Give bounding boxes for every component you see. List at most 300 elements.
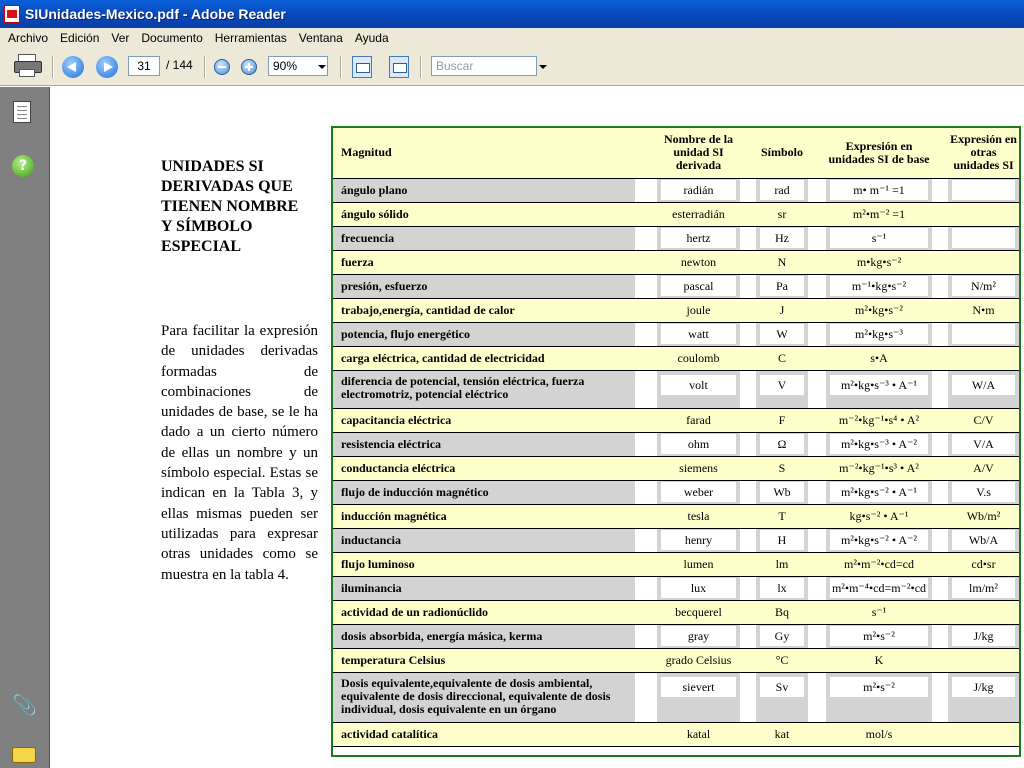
cell-otras xyxy=(952,252,1015,272)
cell-otras-container xyxy=(948,274,1019,298)
cell-base-container xyxy=(826,370,932,408)
cell-simbolo-container xyxy=(756,202,808,226)
cell-spacer xyxy=(932,346,948,370)
cell-base-container xyxy=(826,552,932,576)
table-row xyxy=(333,600,1019,624)
cell-nombre-container xyxy=(657,274,740,298)
cell-base-container xyxy=(826,298,932,322)
cell-spacer xyxy=(808,528,826,552)
cell-spacer xyxy=(740,432,756,456)
cell-spacer xyxy=(635,346,657,370)
cell-base: m²•s⁻² xyxy=(830,626,928,646)
cell-nombre: tesla xyxy=(661,506,736,526)
cell-spacer xyxy=(808,576,826,600)
cell-nombre-container xyxy=(657,322,740,346)
cell-base: m²•kg•s⁻² • A⁻¹ xyxy=(830,482,928,502)
table-row xyxy=(333,226,1019,250)
cell-base-container xyxy=(826,648,932,672)
cell-spacer xyxy=(635,624,657,648)
toolbar-separator xyxy=(204,56,206,78)
cell-nombre: weber xyxy=(661,482,736,502)
cell-spacer xyxy=(635,274,657,298)
cell-magnitud: frecuencia xyxy=(333,226,635,250)
header-base: Expresión en unidades SI de base xyxy=(826,128,932,178)
cell-base-container xyxy=(826,624,932,648)
cell-base-container xyxy=(826,576,932,600)
cell-spacer xyxy=(932,576,948,600)
cell-spacer xyxy=(635,226,657,250)
cell-simbolo: V xyxy=(760,375,804,395)
cell-nombre: sievert xyxy=(661,677,736,697)
cell-otras: J/kg xyxy=(952,677,1015,697)
cell-spacer xyxy=(808,226,826,250)
cell-spacer xyxy=(635,576,657,600)
cell-base: m²•kg•s⁻² xyxy=(830,300,928,320)
cell-simbolo-container xyxy=(756,346,808,370)
table-row xyxy=(333,504,1019,528)
cell-base: m²•m⁻²•cd=cd xyxy=(830,554,928,574)
cell-simbolo-container xyxy=(756,722,808,746)
cell-nombre: siemens xyxy=(661,458,736,478)
cell-base: s•A xyxy=(830,348,928,368)
table-row xyxy=(333,202,1019,226)
cell-spacer xyxy=(808,322,826,346)
cell-base-container xyxy=(826,346,932,370)
body-paragraph: Para facilitar la expresión de unidades derivadas formadas de combinaciones de unidades de base, se le ha dado a un cierto número de ellas un nombre y un símbolo especial. Estas se indican en la Tabla 3, y ellas mismas pueden ser utilizadas para expresar otras unidades como se muestra en la tabla 4. xyxy=(161,323,318,583)
cell-magnitud: carga eléctrica, cantidad de electricidad xyxy=(333,346,635,370)
cell-nombre: ohm xyxy=(661,434,736,454)
cell-spacer xyxy=(932,202,948,226)
cell-spacer xyxy=(635,178,657,202)
fit-width-icon[interactable] xyxy=(352,56,372,78)
toolbar-separator xyxy=(52,56,54,78)
cell-simbolo-container xyxy=(756,432,808,456)
table-row xyxy=(333,408,1019,432)
cell-otras-container xyxy=(948,456,1019,480)
table-row xyxy=(333,370,1019,408)
cell-base-container xyxy=(826,408,932,432)
cell-spacer xyxy=(808,298,826,322)
cell-spacer xyxy=(932,528,948,552)
cell-base: m²•kg•s⁻³ • A⁻² xyxy=(830,434,928,454)
cell-spacer xyxy=(808,456,826,480)
table-row xyxy=(333,456,1019,480)
cell-spacer xyxy=(932,552,948,576)
toolbar-separator xyxy=(420,56,422,78)
cell-nombre-container xyxy=(657,552,740,576)
cell-spacer xyxy=(740,600,756,624)
cell-nombre-container xyxy=(657,226,740,250)
cell-nombre-container xyxy=(657,722,740,746)
cell-simbolo-container xyxy=(756,456,808,480)
cell-base-container xyxy=(826,178,932,202)
cell-otras: J/kg xyxy=(952,626,1015,646)
cell-magnitud: capacitancia eléctrica xyxy=(333,408,635,432)
cell-spacer xyxy=(740,648,756,672)
table-row xyxy=(333,432,1019,456)
window-title: SIUnidades-Mexico.pdf - Adobe Reader xyxy=(25,6,286,22)
cell-otras-container xyxy=(948,576,1019,600)
cell-nombre: lux xyxy=(661,578,736,598)
cell-spacer xyxy=(808,480,826,504)
cell-spacer xyxy=(932,480,948,504)
cell-spacer xyxy=(740,672,756,722)
cell-otras-container xyxy=(948,504,1019,528)
cell-spacer xyxy=(740,346,756,370)
cell-spacer xyxy=(932,250,948,274)
cell-simbolo: Sv xyxy=(760,677,804,697)
cell-simbolo-container xyxy=(756,624,808,648)
cell-otras-container xyxy=(948,202,1019,226)
cell-simbolo: C xyxy=(760,348,804,368)
cell-simbolo: lm xyxy=(760,554,804,574)
cell-spacer xyxy=(635,672,657,722)
cell-simbolo: lx xyxy=(760,578,804,598)
cell-spacer xyxy=(932,322,948,346)
cell-spacer xyxy=(808,274,826,298)
zoom-in-icon[interactable] xyxy=(241,59,257,75)
zoom-dropdown-icon[interactable] xyxy=(318,65,326,69)
cell-base: kg•s⁻² • A⁻¹ xyxy=(830,506,928,526)
cell-spacer xyxy=(932,624,948,648)
menu-ver[interactable]: Ver xyxy=(111,31,130,45)
cell-spacer xyxy=(740,528,756,552)
table-row xyxy=(333,648,1019,672)
cell-nombre-container xyxy=(657,576,740,600)
cell-spacer xyxy=(740,298,756,322)
cell-base: m⁻²•kg⁻¹•s³ • A² xyxy=(830,458,928,478)
cell-base-container xyxy=(826,600,932,624)
cell-otras: Wb/A xyxy=(952,530,1015,550)
cell-spacer xyxy=(932,600,948,624)
cell-nombre: farad xyxy=(661,410,736,430)
cell-nombre-container xyxy=(657,202,740,226)
cell-magnitud: ángulo sólido xyxy=(333,202,635,226)
print-icon[interactable] xyxy=(14,54,42,78)
cell-magnitud: flujo luminoso xyxy=(333,552,635,576)
cell-spacer xyxy=(740,624,756,648)
table-row xyxy=(333,722,1019,746)
cell-spacer xyxy=(932,298,948,322)
cell-simbolo-container xyxy=(756,552,808,576)
cell-spacer xyxy=(808,504,826,528)
cell-magnitud: diferencia de potencial, tensión eléctrica, fuerza electromotriz, potencial eléctrico xyxy=(333,370,635,408)
cell-otras-container xyxy=(948,600,1019,624)
search-input[interactable]: Buscar xyxy=(431,56,537,76)
cell-otras-container xyxy=(948,298,1019,322)
search-dropdown-icon[interactable] xyxy=(539,65,547,69)
cell-base-container xyxy=(826,722,932,746)
cell-otras: lm/m² xyxy=(952,578,1015,598)
comments-icon[interactable] xyxy=(12,747,36,763)
cell-magnitud: Dosis equivalente,equivalente de dosis ambiental, equivalente de dosis direccional, equivalente de dosis individual, dosis equivalente en un órgano xyxy=(333,672,635,722)
cell-nombre: watt xyxy=(661,324,736,344)
cell-simbolo-container xyxy=(756,408,808,432)
cell-spacer xyxy=(808,370,826,408)
cell-spacer xyxy=(740,456,756,480)
cell-nombre: esterradián xyxy=(661,204,736,224)
cell-otras xyxy=(952,724,1015,744)
cell-nombre: hertz xyxy=(661,228,736,248)
cell-simbolo: °C xyxy=(760,650,804,670)
cell-otras-container xyxy=(948,648,1019,672)
zoom-out-icon[interactable] xyxy=(214,59,230,75)
cell-spacer xyxy=(635,456,657,480)
cell-spacer xyxy=(932,648,948,672)
cell-nombre-container xyxy=(657,504,740,528)
cell-simbolo: Gy xyxy=(760,626,804,646)
cell-simbolo: sr xyxy=(760,204,804,224)
cell-simbolo-container xyxy=(756,600,808,624)
cell-spacer xyxy=(635,298,657,322)
cell-spacer xyxy=(808,672,826,722)
cell-spacer xyxy=(808,178,826,202)
cell-base-container xyxy=(826,250,932,274)
cell-simbolo-container xyxy=(756,672,808,722)
cell-nombre: becquerel xyxy=(661,602,736,622)
cell-nombre: coulomb xyxy=(661,348,736,368)
cell-base: mol/s xyxy=(830,724,928,744)
table-row xyxy=(333,576,1019,600)
cell-base-container xyxy=(826,504,932,528)
cell-magnitud: potencia, flujo energético xyxy=(333,322,635,346)
cell-spacer xyxy=(740,370,756,408)
table-row xyxy=(333,298,1019,322)
page-number-input[interactable]: 31 xyxy=(128,56,160,76)
cell-spacer xyxy=(635,408,657,432)
fit-page-icon[interactable] xyxy=(389,56,409,78)
cell-otras xyxy=(952,348,1015,368)
cell-nombre: radián xyxy=(661,180,736,200)
cell-otras-container xyxy=(948,250,1019,274)
cell-base: m²•m⁻² =1 xyxy=(830,204,928,224)
cell-nombre: gray xyxy=(661,626,736,646)
cell-base: m⁻²•kg⁻¹•s⁴ • A² xyxy=(830,410,928,430)
table-row xyxy=(333,528,1019,552)
menu-documento[interactable]: Documento xyxy=(141,31,203,45)
cell-otras-container xyxy=(948,672,1019,722)
cell-spacer xyxy=(635,250,657,274)
next-page-icon[interactable] xyxy=(96,56,118,78)
cell-base-container xyxy=(826,432,932,456)
cell-otras xyxy=(952,650,1015,670)
help-icon[interactable]: ? xyxy=(12,155,34,177)
cell-simbolo: rad xyxy=(760,180,804,200)
cell-nombre-container xyxy=(657,456,740,480)
zoom-level-select[interactable]: 90% xyxy=(268,56,328,76)
cell-spacer xyxy=(635,504,657,528)
cell-spacer xyxy=(932,178,948,202)
cell-base: s⁻¹ xyxy=(830,602,928,622)
cell-nombre: henry xyxy=(661,530,736,550)
cell-base-container xyxy=(826,480,932,504)
menu-edicion[interactable]: Edición xyxy=(60,31,100,45)
cell-spacer xyxy=(932,722,948,746)
cell-simbolo-container xyxy=(756,528,808,552)
cell-base: m²•s⁻² xyxy=(830,677,928,697)
cell-simbolo: Pa xyxy=(760,276,804,296)
cell-otras-container xyxy=(948,346,1019,370)
cell-otras-container xyxy=(948,722,1019,746)
cell-magnitud: actividad catalítica xyxy=(333,722,635,746)
cell-simbolo-container xyxy=(756,274,808,298)
cell-nombre: volt xyxy=(661,375,736,395)
units-table xyxy=(331,126,1021,757)
cell-base: K xyxy=(830,650,928,670)
cell-simbolo-container xyxy=(756,370,808,408)
table-row xyxy=(333,346,1019,370)
cell-magnitud: inducción magnética xyxy=(333,504,635,528)
cell-otras xyxy=(952,324,1015,344)
cell-base: m²•kg•s⁻³ • A⁻¹ xyxy=(830,375,928,395)
table-row xyxy=(333,552,1019,576)
cell-spacer xyxy=(740,178,756,202)
cell-spacer xyxy=(932,456,948,480)
cell-otras-container xyxy=(948,322,1019,346)
table-row xyxy=(333,322,1019,346)
cell-otras-container xyxy=(948,226,1019,250)
cell-simbolo-container xyxy=(756,504,808,528)
cell-nombre: katal xyxy=(661,724,736,744)
cell-simbolo: W xyxy=(760,324,804,344)
header-nombre: Nombre de la unidad SI derivada xyxy=(657,128,740,178)
cell-spacer xyxy=(932,432,948,456)
cell-spacer xyxy=(740,226,756,250)
cell-spacer xyxy=(635,552,657,576)
cell-nombre-container xyxy=(657,480,740,504)
cell-magnitud: resistencia eléctrica xyxy=(333,432,635,456)
cell-nombre: grado Celsius xyxy=(661,650,736,670)
cell-magnitud: iluminancia xyxy=(333,576,635,600)
cell-spacer xyxy=(635,370,657,408)
cell-otras xyxy=(952,204,1015,224)
cell-spacer xyxy=(740,250,756,274)
cell-otras xyxy=(952,180,1015,200)
cell-nombre-container xyxy=(657,528,740,552)
header-magnitud: Magnitud xyxy=(333,128,635,178)
menu-archivo[interactable]: Archivo xyxy=(8,31,49,45)
cell-nombre-container xyxy=(657,648,740,672)
cell-simbolo-container xyxy=(756,250,808,274)
cell-nombre-container xyxy=(657,370,740,408)
cell-magnitud: temperatura Celsius xyxy=(333,648,635,672)
pages-icon[interactable] xyxy=(13,101,31,123)
cell-magnitud: presión, esfuerzo xyxy=(333,274,635,298)
cell-otras: W/A xyxy=(952,375,1015,395)
cell-spacer xyxy=(740,322,756,346)
cell-spacer xyxy=(808,202,826,226)
cell-spacer xyxy=(808,346,826,370)
toolbar-separator xyxy=(340,56,342,78)
cell-spacer xyxy=(635,432,657,456)
cell-spacer xyxy=(808,552,826,576)
cell-nombre-container xyxy=(657,298,740,322)
title-bar xyxy=(0,0,1024,28)
header-otras: Expresión en otras unidades SI xyxy=(948,128,1019,178)
previous-page-icon[interactable] xyxy=(62,56,84,78)
cell-nombre-container xyxy=(657,432,740,456)
cell-otras-container xyxy=(948,480,1019,504)
table-row xyxy=(333,672,1019,722)
attachment-icon[interactable]: 📎 xyxy=(12,693,37,717)
cell-otras-container xyxy=(948,432,1019,456)
table-row xyxy=(333,624,1019,648)
cell-simbolo: N xyxy=(760,252,804,272)
cell-simbolo-container xyxy=(756,226,808,250)
table-row xyxy=(333,250,1019,274)
cell-magnitud: inductancia xyxy=(333,528,635,552)
cell-spacer xyxy=(635,600,657,624)
cell-spacer xyxy=(635,722,657,746)
cell-simbolo: J xyxy=(760,300,804,320)
cell-base-container xyxy=(826,322,932,346)
cell-spacer xyxy=(740,480,756,504)
cell-nombre: pascal xyxy=(661,276,736,296)
cell-otras: N•m xyxy=(952,300,1015,320)
header-simbolo: Símbolo xyxy=(756,128,808,178)
cell-spacer xyxy=(740,274,756,298)
cell-spacer xyxy=(808,432,826,456)
cell-spacer xyxy=(635,322,657,346)
cell-otras: Wb/m² xyxy=(952,506,1015,526)
cell-otras: V.s xyxy=(952,482,1015,502)
cell-simbolo: Wb xyxy=(760,482,804,502)
cell-spacer xyxy=(932,504,948,528)
section-heading: UNIDADES SI DERIVADAS QUE TIENEN NOMBRE Y SÍMBOLO ESPECIAL xyxy=(161,158,299,255)
cell-spacer xyxy=(740,576,756,600)
cell-base: m²•kg•s⁻² • A⁻² xyxy=(830,530,928,550)
cell-base: m⁻¹•kg•s⁻² xyxy=(830,276,928,296)
menu-herramientas[interactable]: Herramientas xyxy=(214,31,287,45)
cell-magnitud: dosis absorbida, energía másica, kerma xyxy=(333,624,635,648)
table-row xyxy=(333,274,1019,298)
cell-base: m• m⁻¹ =1 xyxy=(830,180,928,200)
cell-otras-container xyxy=(948,528,1019,552)
cell-spacer xyxy=(635,480,657,504)
cell-magnitud: trabajo,energía, cantidad de calor xyxy=(333,298,635,322)
cell-magnitud: fuerza xyxy=(333,250,635,274)
cell-otras-container xyxy=(948,552,1019,576)
cell-spacer xyxy=(740,408,756,432)
cell-simbolo: kat xyxy=(760,724,804,744)
cell-simbolo-container xyxy=(756,178,808,202)
menu-ayuda[interactable]: Ayuda xyxy=(354,31,389,45)
cell-spacer xyxy=(932,226,948,250)
cell-spacer xyxy=(635,528,657,552)
cell-simbolo: S xyxy=(760,458,804,478)
cell-base-container xyxy=(826,226,932,250)
cell-nombre: lumen xyxy=(661,554,736,574)
table-row xyxy=(333,178,1019,202)
cell-otras: cd•sr xyxy=(952,554,1015,574)
menu-bar xyxy=(0,28,1024,48)
menu-ventana[interactable]: Ventana xyxy=(298,31,343,45)
page-total: / 144 xyxy=(166,58,193,72)
cell-spacer xyxy=(808,624,826,648)
cell-magnitud: conductancia eléctrica xyxy=(333,456,635,480)
cell-simbolo-container xyxy=(756,648,808,672)
table-header-row xyxy=(333,128,1019,178)
cell-spacer xyxy=(808,648,826,672)
cell-simbolo-container xyxy=(756,480,808,504)
cell-spacer xyxy=(635,202,657,226)
cell-nombre-container xyxy=(657,624,740,648)
cell-spacer xyxy=(808,408,826,432)
cell-spacer xyxy=(932,672,948,722)
cell-magnitud: flujo de inducción magnético xyxy=(333,480,635,504)
cell-simbolo: Bq xyxy=(760,602,804,622)
cell-spacer xyxy=(808,600,826,624)
